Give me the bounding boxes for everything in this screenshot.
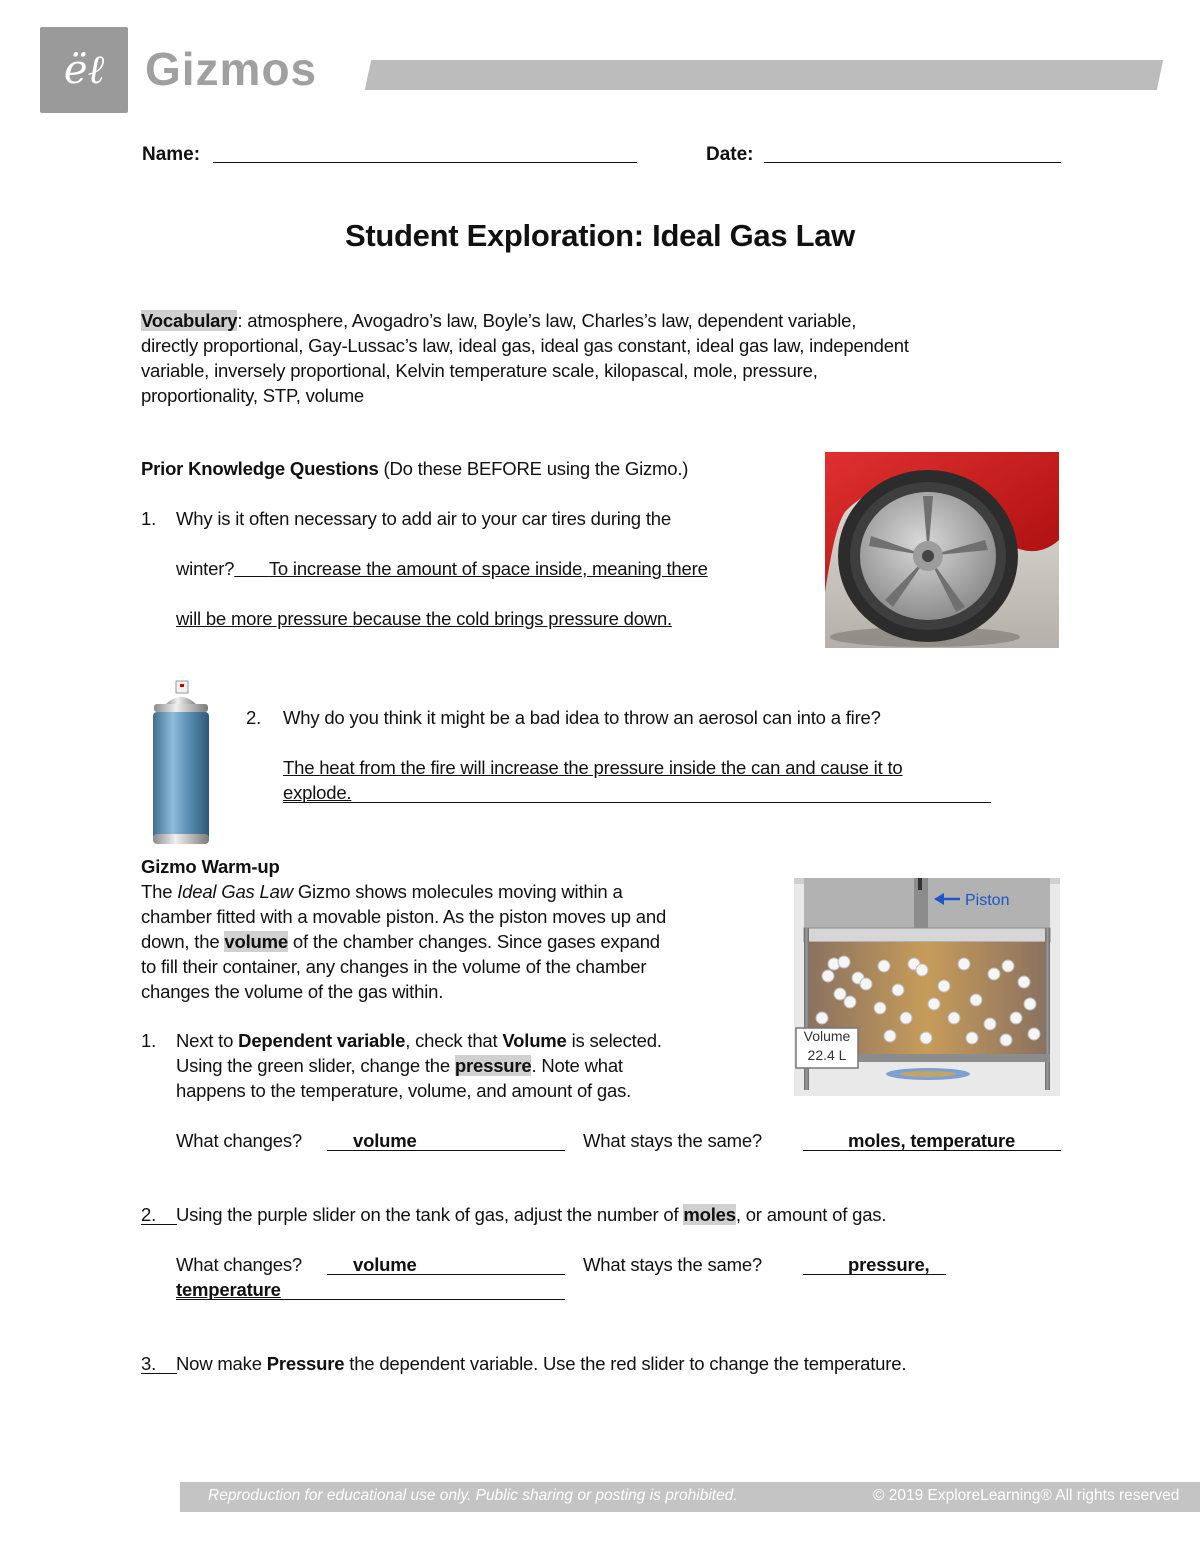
vocabulary-line: : atmosphere, Avogadro’s law, Boyle’s law, Charles’s law, dependent variable, xyxy=(237,310,857,331)
prior-q2-answer-line1: The heat from the fire will increase the pressure inside the can and cause it to xyxy=(283,757,903,778)
q1-text: , check that xyxy=(405,1030,503,1051)
q2-same-label: What stays the same? xyxy=(583,1254,763,1275)
warmup-q3-text xyxy=(176,1351,906,1376)
q2-same-answer-field xyxy=(803,1252,946,1275)
warmup-text: changes the volume of the gas within. xyxy=(141,981,444,1002)
prior-q1-answer-line1 xyxy=(176,556,708,581)
volume-readout-label: Volume xyxy=(803,1028,851,1044)
vocabulary-line: variable, inversely proportional, Kelvin temperature scale, kilopascal, mole, pressure, xyxy=(141,360,818,381)
volume-readout-value: 22.4 L xyxy=(807,1047,847,1063)
warmup-q2-text xyxy=(176,1202,886,1227)
q2-same-answer-line2 xyxy=(176,1277,565,1300)
footer-copyright: © 2019 ExploreLearning® All rights reserved xyxy=(873,1487,1180,1504)
footer-notice: Reproduction for educational use only. Public sharing or posting is prohibited. xyxy=(208,1487,738,1504)
name-field[interactable] xyxy=(213,162,637,163)
warmup-text: Gizmo shows molecules moving within a xyxy=(292,881,623,902)
q2-same-answer: pressure, xyxy=(848,1254,930,1275)
q1-same-label: What stays the same? xyxy=(583,1130,763,1151)
aerosol-can-image xyxy=(148,678,214,848)
q2-same-answer-cont: temperature xyxy=(176,1279,281,1300)
name-label: Name: xyxy=(142,144,201,165)
prior-q1-answer: To increase the amount of space inside, meaning there xyxy=(268,558,708,579)
warmup-text: of the chamber changes. Since gases expand xyxy=(287,931,660,952)
piston-label: Piston xyxy=(965,892,1010,909)
gizmos-wordmark: Gizmos xyxy=(145,43,318,95)
vocabulary-label: Vocabulary xyxy=(141,310,238,331)
q2-moles-term: moles xyxy=(683,1204,736,1225)
vocabulary-line: proportionality, STP, volume xyxy=(141,385,365,406)
tire-image xyxy=(825,452,1059,648)
q3-text: the dependent variable. Use the red slider to change the temperature. xyxy=(344,1353,907,1374)
q1-same-answer-field xyxy=(803,1128,1061,1151)
page-title: Student Exploration: Ideal Gas Law xyxy=(345,218,855,253)
prior-q2-answer-line2 xyxy=(283,780,991,803)
prior-q1-number: 1. xyxy=(141,508,157,529)
prior-q1-question-cont: winter? xyxy=(176,558,235,579)
q2-changes-answer: volume xyxy=(353,1254,417,1275)
warmup-gizmo-name: Ideal Gas Law xyxy=(177,881,293,902)
prior-q2-number: 2. xyxy=(246,707,262,728)
prior-q1-question: Why is it often necessary to add air to your car tires during the xyxy=(176,508,671,529)
prior-knowledge-heading xyxy=(141,456,688,481)
date-label: Date: xyxy=(706,144,754,165)
q1-text: is selected. xyxy=(566,1030,662,1051)
q2-text: Using the purple slider on the tank of gas, adjust the number of xyxy=(176,1204,684,1225)
q2-changes-label: What changes? xyxy=(176,1254,302,1275)
vocabulary-block xyxy=(141,308,1081,408)
q1-text: happens to the temperature, volume, and amount of gas. xyxy=(176,1080,632,1101)
aerosol-can-icon xyxy=(148,678,214,848)
q2-text: , or amount of gas. xyxy=(735,1204,887,1225)
prior-q2-answer: explode. xyxy=(283,782,352,803)
q3-pressure: Pressure xyxy=(266,1353,345,1374)
warmup-text: down, the xyxy=(141,931,225,952)
warmup-text: chamber fitted with a movable piston. As the piston moves up and xyxy=(141,906,667,927)
gas-chamber-diagram xyxy=(794,878,1060,1096)
q1-changes-label: What changes? xyxy=(176,1130,302,1151)
q3-text: Now make xyxy=(176,1353,267,1374)
warmup-q3-number: 3. xyxy=(141,1351,177,1374)
q1-same-answer: moles, temperature xyxy=(848,1130,1016,1151)
q1-text: Next to xyxy=(176,1030,239,1051)
explorelearning-logo-icon: ëℓ xyxy=(63,47,105,93)
prior-q1-answer-line2: will be more pressure because the cold brings pressure down. xyxy=(176,608,672,629)
prior-heading-note: (Do these BEFORE using the Gizmo.) xyxy=(378,458,689,479)
car-tire-icon xyxy=(825,452,1059,648)
warmup-text: The xyxy=(141,881,178,902)
q1-pressure-term: pressure xyxy=(454,1055,532,1076)
q1-changes-answer: volume xyxy=(353,1130,417,1151)
prior-q2-question: Why do you think it might be a bad idea to throw an aerosol can into a fire? xyxy=(283,707,881,728)
warmup-q1-text xyxy=(176,1028,786,1103)
warmup-volume-term: volume xyxy=(224,931,288,952)
date-field[interactable] xyxy=(764,162,1061,163)
warmup-text: to fill their container, any changes in the volume of the chamber xyxy=(141,956,647,977)
piston-chamber-icon xyxy=(794,878,1060,1096)
q1-text: . Note what xyxy=(531,1055,623,1076)
q1-text: Using the green slider, change the xyxy=(176,1055,455,1076)
warmup-q2-number: 2. xyxy=(141,1202,177,1225)
q2-changes-answer-field xyxy=(327,1252,565,1275)
q1-volume: Volume xyxy=(502,1030,567,1051)
prior-heading-text: Prior Knowledge Questions xyxy=(141,458,379,479)
q1-changes-answer-field xyxy=(327,1128,565,1151)
warmup-heading: Gizmo Warm-up xyxy=(141,856,280,877)
q1-dependent-variable: Dependent variable xyxy=(238,1030,406,1051)
vocabulary-line: directly proportional, Gay-Lussac’s law, ideal gas, ideal gas constant, ideal gas law, independent xyxy=(141,335,909,356)
warmup-paragraph xyxy=(141,879,791,1004)
warmup-q1-number: 1. xyxy=(141,1030,157,1051)
header-bar xyxy=(365,60,1163,90)
